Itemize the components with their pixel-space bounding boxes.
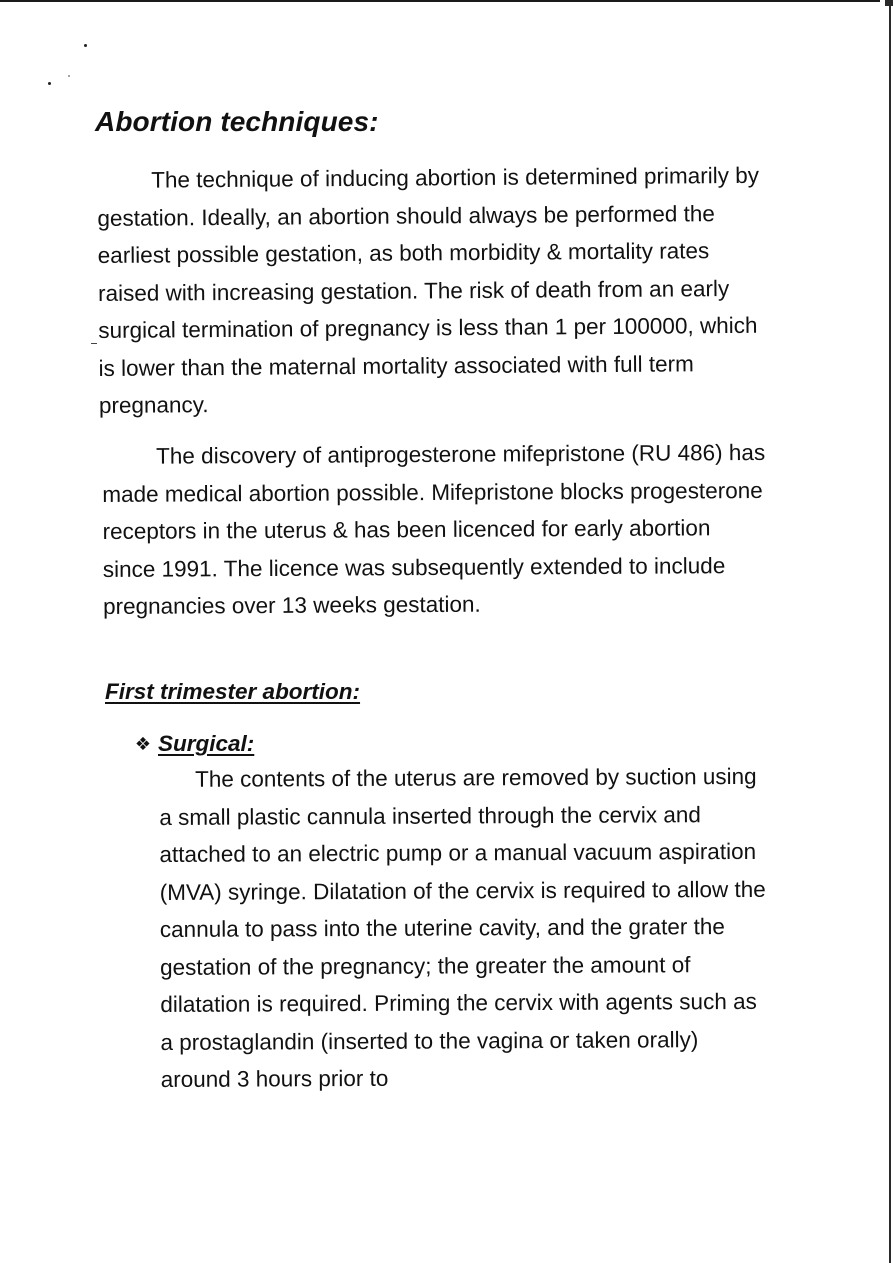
paragraph-mifepristone: The discovery of antiprogesterone mifepristone (RU 486) has made medical abortion possible. Mifepristone blocks progesterone receptors in the uterus & has been licenced for early abortion since 1991. The licence was subsequently extended to include pregnancies over 13 weeks gestation. — [102, 439, 766, 619]
four-diamond-bullet-icon: ❖ — [134, 734, 152, 754]
page-title: Abortion techniques: — [95, 106, 379, 137]
bullet-label: Surgical: — [158, 731, 255, 756]
scan-speck — [48, 82, 51, 85]
scan-speck — [84, 44, 87, 47]
paragraph-surgical: The contents of the uterus are removed by suction using a small plastic cannula inserted through the cervix and attached to an electric pump or a manual vacuum aspiration (MVA) syringe. Dilatation of the cervix is required to allow the cannula to pass into the uterine cavity, and the grater the gestation of the pregnancy; the greater the amount of dilatation is required. Priming the cervix with agents such as a prostaglandin (inserted to the vagina or taken orally) around 3 hours prior to — [159, 763, 766, 1092]
section-title: First trimester abortion: — [105, 679, 361, 704]
scan-speck — [68, 75, 70, 77]
scan-right-edge — [889, 0, 891, 1263]
scan-mark — [91, 343, 97, 344]
scan-top-edge — [0, 0, 880, 2]
bullet-heading — [132, 731, 254, 757]
paragraph-gestation: The technique of inducing abortion is determined primarily by gestation. Ideally, an abortion should always be performed the earliest possible gestation, as both morbidity & mortality rates raised with increasing gestation. The risk of death from an early surgical termination of pregnancy is less than 1 per 100000, which is lower than the maternal mortality associated with full term pregnancy. — [97, 162, 760, 418]
